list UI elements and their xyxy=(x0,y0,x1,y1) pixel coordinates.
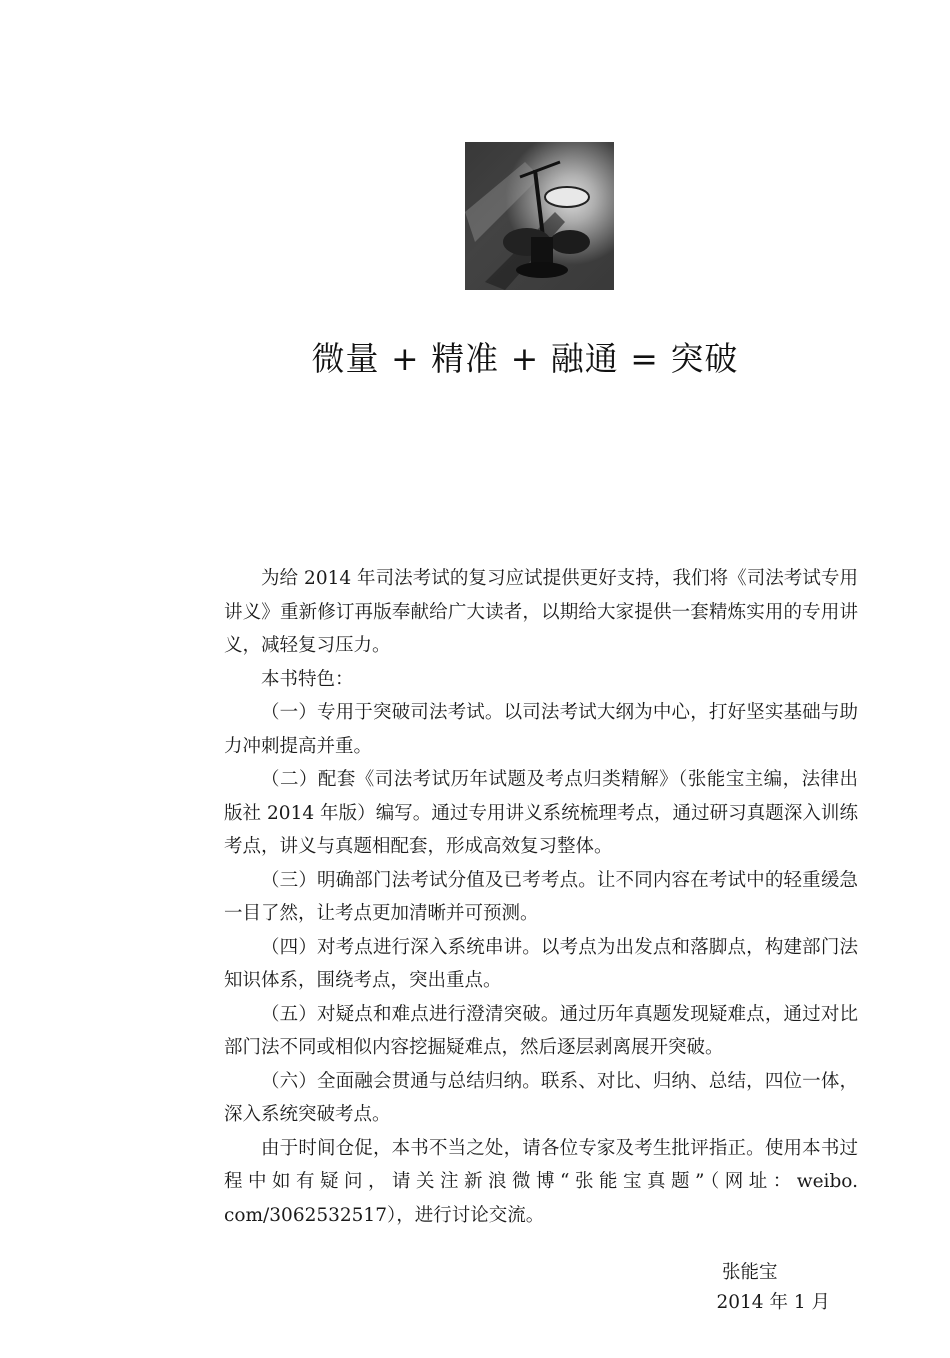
scales-icon xyxy=(465,142,614,290)
preface-paragraph: 本书特色： xyxy=(261,668,354,690)
preface-paragraph: （六）全面融会贯通与总结归纳。联系、对比、归纳、总结，四位一体，深入系统突破考点。 xyxy=(224,1070,858,1125)
preface-text xyxy=(224,562,858,1232)
preface-paragraph: （四）对考点进行深入系统串讲。以考点为出发点和落脚点，构建部门法知识体系，围绕考点，突出重点。 xyxy=(224,936,858,991)
slogan-title: 微量 + 精准 + 融通 = 突破 xyxy=(311,339,739,378)
preface-paragraph: （一）专用于突破司法考试。以司法考试大纲为中心，打好坚实基础与助力冲刺提高并重。 xyxy=(224,702,858,757)
preface-paragraph: 由于时间仓促，本书不当之处，请各位专家及考生批评指正。使用本书过程中如有疑问，请关注新浪微博“张能宝真题”（网址：weibo. com/3062532517），进行讨论交流。 xyxy=(224,1137,858,1226)
preface-paragraph: 为给 2014 年司法考试的复习应试提供更好支持，我们将《司法考试专用讲义》重新修订再版奉献给广大读者，以期给大家提供一套精炼实用的专用讲义，减轻复习压力。 xyxy=(224,568,858,656)
scales-of-justice-photo xyxy=(465,142,614,290)
preface-paragraph: （五）对疑点和难点进行澄清突破。通过历年真题发现疑难点，通过对比部门法不同或相似内容挖掘疑难点，然后逐层剥离展开突破。 xyxy=(224,1003,858,1058)
author-name: 张能宝 xyxy=(722,1262,778,1283)
signature-date: 2014 年 1 月 xyxy=(716,1292,830,1313)
preface-paragraph: （二）配套《司法考试历年试题及考点归类精解》（张能宝主编，法律出版社 2014 年版）编写。通过专用讲义系统梳理考点，通过研习真题深入训练考点，讲义与真题相配套，形成高效复习整体。 xyxy=(224,769,858,857)
preface-paragraph: （三）明确部门法考试分值及已考考点。让不同内容在考试中的轻重缓急一目了然，让考点更加清晰并可预测。 xyxy=(224,869,858,924)
signature-block xyxy=(700,1258,830,1318)
